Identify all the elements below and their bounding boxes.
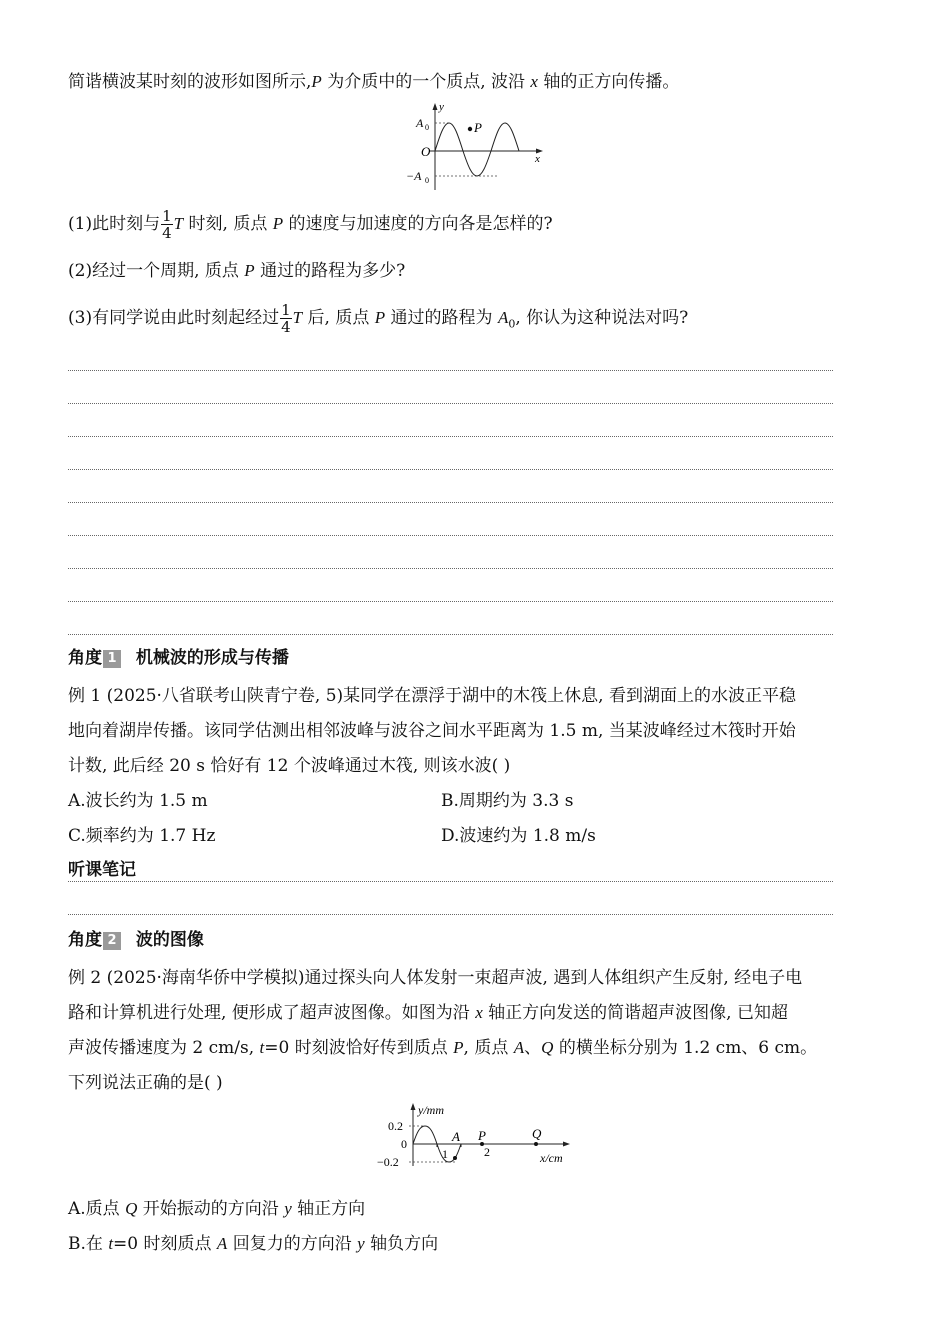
example2-option-a[interactable]: A.质点 Q 开始振动的方向沿 y 轴正方向 bbox=[68, 1199, 366, 1219]
answer-line[interactable] bbox=[68, 469, 833, 470]
question-1: (1)此时刻与 $\frac{1}{4}$ T 时刻, 质点 P 的速度与加速度的方向各是怎样的? bbox=[68, 207, 553, 242]
example2-line2: 路和计算机进行处理, 便形成了超声波图像。如图为沿 x 轴正方向发送的简谐超声波图像, 已知超 bbox=[68, 1003, 788, 1023]
example2-option-b[interactable]: B.在 t=0 时刻质点 A 回复力的方向沿 y 轴负方向 bbox=[68, 1234, 439, 1254]
example1-option-d[interactable]: D.波速约为 1.8 m/s bbox=[441, 826, 596, 846]
point-p bbox=[468, 127, 472, 131]
example2-line3: 声波传播速度为 2 cm/s, t=0 时刻波恰好传到质点 P, 质点 A、Q 的横坐标分别为 1.2 cm、6 cm。 bbox=[68, 1038, 818, 1058]
answer-line[interactable] bbox=[68, 436, 833, 437]
fraction: $\frac{1}{4}$ bbox=[281, 301, 291, 336]
question-3: (3)有同学说由此时刻起经过 $\frac{1}{4}$ T 后, 质点 P 通过的路程为 $A_0$, 你认为这种说法对吗? bbox=[68, 301, 689, 336]
answer-line[interactable] bbox=[68, 403, 833, 404]
y-axis-arrow bbox=[433, 103, 438, 110]
label-a0-sub: 0 bbox=[425, 123, 429, 132]
notes-line[interactable] bbox=[68, 881, 833, 882]
label-p: P bbox=[474, 120, 482, 135]
y-axis-arrow bbox=[411, 1103, 416, 1110]
label-ylabel: y/mm bbox=[418, 1103, 444, 1117]
label-a: A bbox=[452, 1129, 460, 1144]
label-neg-a0-sub: 0 bbox=[425, 176, 429, 185]
tick-label-1: 1 bbox=[442, 1147, 448, 1161]
point-q bbox=[534, 1142, 538, 1146]
example1-line1: 例 1 (2025·八省联考山陕青宁卷, 5)某同学在漂浮于湖中的木筏上休息, 看到湖面上的水波正平稳 bbox=[68, 686, 796, 706]
section-number-badge: 1 bbox=[103, 650, 121, 668]
answer-line[interactable] bbox=[68, 634, 833, 635]
section-number-badge: 2 bbox=[103, 932, 121, 950]
label-neg-a0: −A bbox=[406, 169, 422, 183]
answer-line[interactable] bbox=[68, 370, 833, 371]
tick-label-zero: 0 bbox=[401, 1137, 407, 1151]
example2-line4: 下列说法正确的是( ) bbox=[68, 1073, 223, 1093]
answer-line[interactable] bbox=[68, 502, 833, 503]
label-xlabel: x/cm bbox=[540, 1151, 563, 1165]
example1-option-a[interactable]: A.波长约为 1.5 m bbox=[68, 791, 208, 811]
example1-line2: 地向着湖岸传播。该同学估测出相邻波峰与波谷之间水平距离为 1.5 m, 当某波峰经过木筏时开始 bbox=[68, 721, 796, 741]
label-p: P bbox=[478, 1128, 486, 1143]
notes-line[interactable] bbox=[68, 914, 833, 915]
label-a0: A bbox=[416, 116, 424, 130]
intro-text: 简谐横波某时刻的波形如图所示,P 为介质中的一个质点, 波沿 x 轴的正方向传播。 bbox=[68, 72, 680, 92]
tick-label-neg: −0.2 bbox=[377, 1155, 399, 1169]
wave-figure-2 bbox=[370, 1100, 580, 1172]
fraction: $\frac{1}{4}$ bbox=[162, 207, 172, 242]
example1-option-b[interactable]: B.周期约为 3.3 s bbox=[441, 791, 574, 811]
answer-line[interactable] bbox=[68, 601, 833, 602]
tick-label-pos: 0.2 bbox=[388, 1119, 403, 1133]
example1-option-c[interactable]: C.频率约为 1.7 Hz bbox=[68, 826, 216, 846]
wave-figure-1 bbox=[395, 100, 555, 192]
label-origin: O bbox=[421, 144, 431, 159]
point-a bbox=[453, 1156, 457, 1160]
label-y: y bbox=[439, 101, 444, 113]
notes-label: 听课笔记 bbox=[68, 860, 136, 880]
section-heading-1: 角度 1 机械波的形成与传播 bbox=[68, 648, 289, 668]
x-axis-arrow bbox=[563, 1142, 570, 1147]
label-x: x bbox=[535, 153, 540, 165]
example2-line1: 例 2 (2025·海南华侨中学模拟)通过探头向人体发射一束超声波, 遇到人体组织产生反射, 经电子电 bbox=[68, 968, 803, 988]
label-q: Q bbox=[532, 1126, 542, 1141]
answer-line[interactable] bbox=[68, 568, 833, 569]
example1-line3: 计数, 此后经 20 s 恰好有 12 个波峰通过木筏, 则该水波( ) bbox=[68, 756, 511, 776]
section-heading-2: 角度 2 波的图像 bbox=[68, 930, 204, 950]
answer-line[interactable] bbox=[68, 535, 833, 536]
question-2: (2)经过一个周期, 质点 P 通过的路程为多少? bbox=[68, 261, 406, 281]
tick-label-2: 2 bbox=[484, 1145, 490, 1159]
